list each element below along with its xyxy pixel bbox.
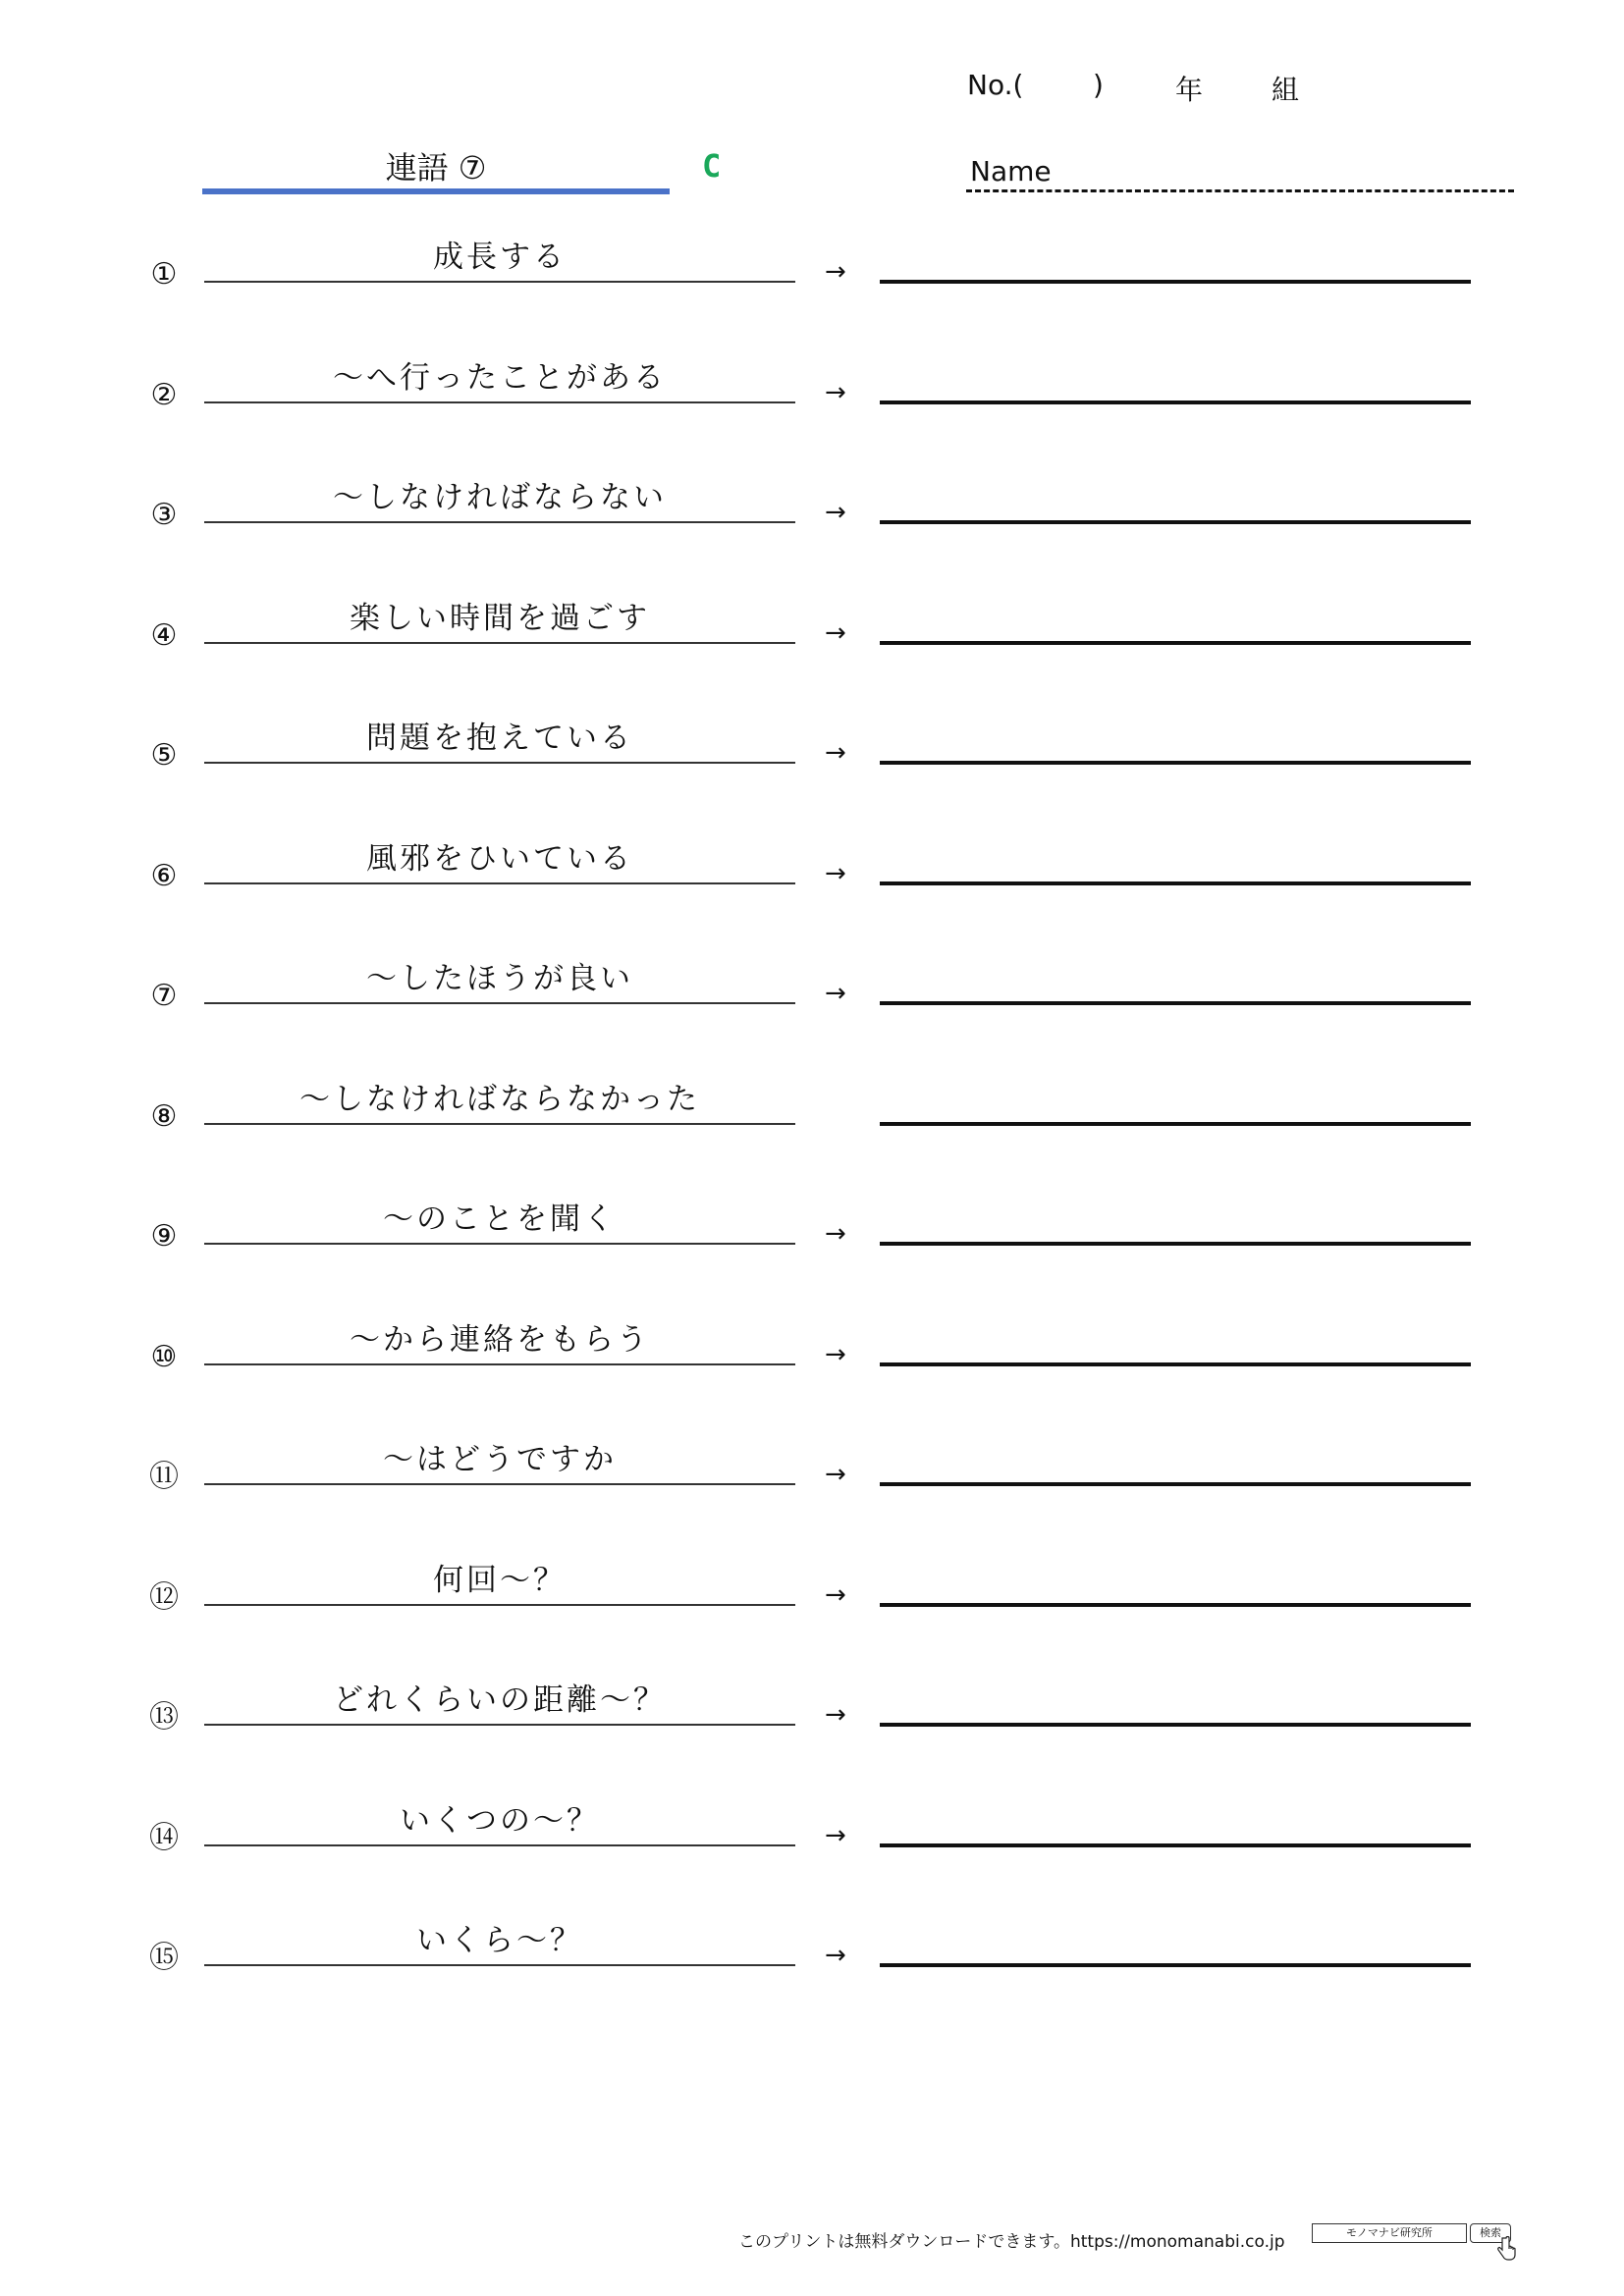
answer-field[interactable] — [880, 1122, 1471, 1126]
japanese-phrase: ～しなければならなかった — [299, 1081, 700, 1117]
exercise-row — [0, 288, 1624, 412]
arrow-icon: → — [825, 1820, 846, 1850]
arrow-icon: → — [825, 498, 846, 527]
arrow-icon: → — [825, 617, 846, 648]
japanese-phrase: ～のことを聞く — [383, 1201, 617, 1237]
exercise-row — [0, 1250, 1624, 1374]
answer-field[interactable] — [880, 400, 1471, 404]
row-number: ⑫ — [149, 1579, 179, 1615]
phrase-underline — [204, 1724, 795, 1726]
japanese-phrase: ～へ行ったことがある — [333, 359, 667, 396]
phrase-underline — [204, 401, 795, 403]
exercise-row — [0, 1009, 1624, 1134]
japanese-phrase: ～したほうが良い — [366, 961, 633, 996]
japanese-phrase: ～はどうですか — [383, 1442, 617, 1477]
answer-field[interactable] — [880, 881, 1471, 885]
exercise-row — [0, 1490, 1624, 1615]
row-number: ⑤ — [150, 738, 178, 773]
answer-field[interactable] — [880, 1362, 1471, 1366]
answer-field[interactable] — [880, 641, 1471, 645]
exercise-row — [0, 1610, 1624, 1735]
answer-field[interactable] — [880, 520, 1471, 524]
row-number: ⑭ — [149, 1820, 179, 1855]
japanese-phrase: 風邪をひいている — [366, 840, 633, 877]
name-label: Name — [970, 155, 1052, 187]
phrase-underline — [204, 1604, 795, 1606]
row-number: ⑧ — [150, 1098, 178, 1134]
phrase-underline — [204, 1002, 795, 1004]
exercise-row — [0, 1731, 1624, 1855]
arrow-icon: → — [825, 1941, 846, 1970]
phrase-underline — [204, 642, 795, 644]
japanese-phrase: 成長する — [433, 240, 567, 275]
phrase-underline — [204, 1243, 795, 1245]
phrase-underline — [204, 762, 795, 764]
row-number: ② — [150, 377, 178, 412]
row-number: ① — [150, 257, 178, 292]
phrase-underline — [204, 1483, 795, 1485]
japanese-phrase: どれくらいの距離～？ — [333, 1682, 667, 1718]
exercise-row — [0, 1850, 1624, 1975]
arrow-icon: → — [825, 1700, 846, 1730]
arrow-icon: → — [825, 738, 846, 768]
answer-field[interactable] — [880, 1843, 1471, 1847]
japanese-phrase: ～から連絡をもらう — [350, 1321, 650, 1358]
number-close-paren: ) — [1093, 69, 1104, 101]
japanese-phrase: いくつの～？ — [400, 1802, 600, 1839]
answer-field[interactable] — [880, 280, 1471, 284]
answer-field[interactable] — [880, 1482, 1471, 1486]
japanese-phrase: 何回～？ — [433, 1562, 567, 1598]
row-number: ⑬ — [149, 1700, 179, 1735]
exercise-row — [0, 1129, 1624, 1254]
row-number: ③ — [150, 498, 178, 532]
phrase-underline — [204, 1123, 795, 1125]
japanese-phrase: いくら～？ — [416, 1923, 583, 1958]
number-label: No.( — [967, 69, 1024, 101]
japanese-phrase: ～しなければならない — [333, 480, 667, 515]
phrase-underline — [204, 1964, 795, 1966]
answer-field[interactable] — [880, 1242, 1471, 1246]
answer-field[interactable] — [880, 1603, 1471, 1607]
phrase-underline — [204, 521, 795, 523]
arrow-icon: → — [825, 257, 846, 287]
site-name-box: モノマナビ研究所 — [1312, 2223, 1467, 2243]
arrow-icon: → — [825, 377, 846, 407]
answer-field[interactable] — [880, 1001, 1471, 1005]
class-label: 組 — [1272, 74, 1300, 106]
level-indicator: C — [702, 147, 722, 185]
row-number: ⑦ — [150, 979, 178, 1013]
arrow-icon: → — [825, 1579, 846, 1610]
phrase-underline — [204, 882, 795, 884]
phrase-underline — [204, 1363, 795, 1365]
answer-field[interactable] — [880, 761, 1471, 765]
row-number: ⑩ — [150, 1339, 178, 1374]
row-number: ⑥ — [150, 858, 178, 893]
arrow-icon: → — [825, 1339, 846, 1369]
search-button[interactable]: 検索 — [1470, 2223, 1511, 2243]
arrow-icon: → — [825, 979, 846, 1008]
japanese-phrase: 問題を抱えている — [366, 721, 633, 756]
arrow-icon: → — [825, 1219, 846, 1249]
exercise-row — [0, 167, 1624, 292]
row-number: ④ — [150, 617, 178, 653]
exercise-row — [0, 1369, 1624, 1494]
exercise-row — [0, 888, 1624, 1013]
hand-cursor-icon — [1496, 2236, 1516, 2262]
exercise-row — [0, 528, 1624, 653]
exercise-row — [0, 648, 1624, 773]
exercise-row — [0, 769, 1624, 893]
phrase-underline — [204, 281, 795, 283]
year-label: 年 — [1175, 74, 1204, 106]
exercise-row — [0, 407, 1624, 532]
arrow-icon: → — [825, 858, 846, 888]
answer-field[interactable] — [880, 1723, 1471, 1727]
japanese-phrase: 楽しい時間を過ごす — [350, 600, 650, 636]
row-number: ⑪ — [149, 1460, 179, 1494]
answer-field[interactable] — [880, 1963, 1471, 1967]
phrase-underline — [204, 1844, 795, 1846]
footer-notice: このプリントは無料ダウンロードできます。https://monomanabi.co.jp — [738, 2232, 1285, 2252]
row-number: ⑮ — [149, 1941, 179, 1975]
title-text: 連語 ⑦ — [385, 149, 487, 187]
arrow-icon: → — [825, 1460, 846, 1489]
row-number: ⑨ — [150, 1219, 178, 1254]
